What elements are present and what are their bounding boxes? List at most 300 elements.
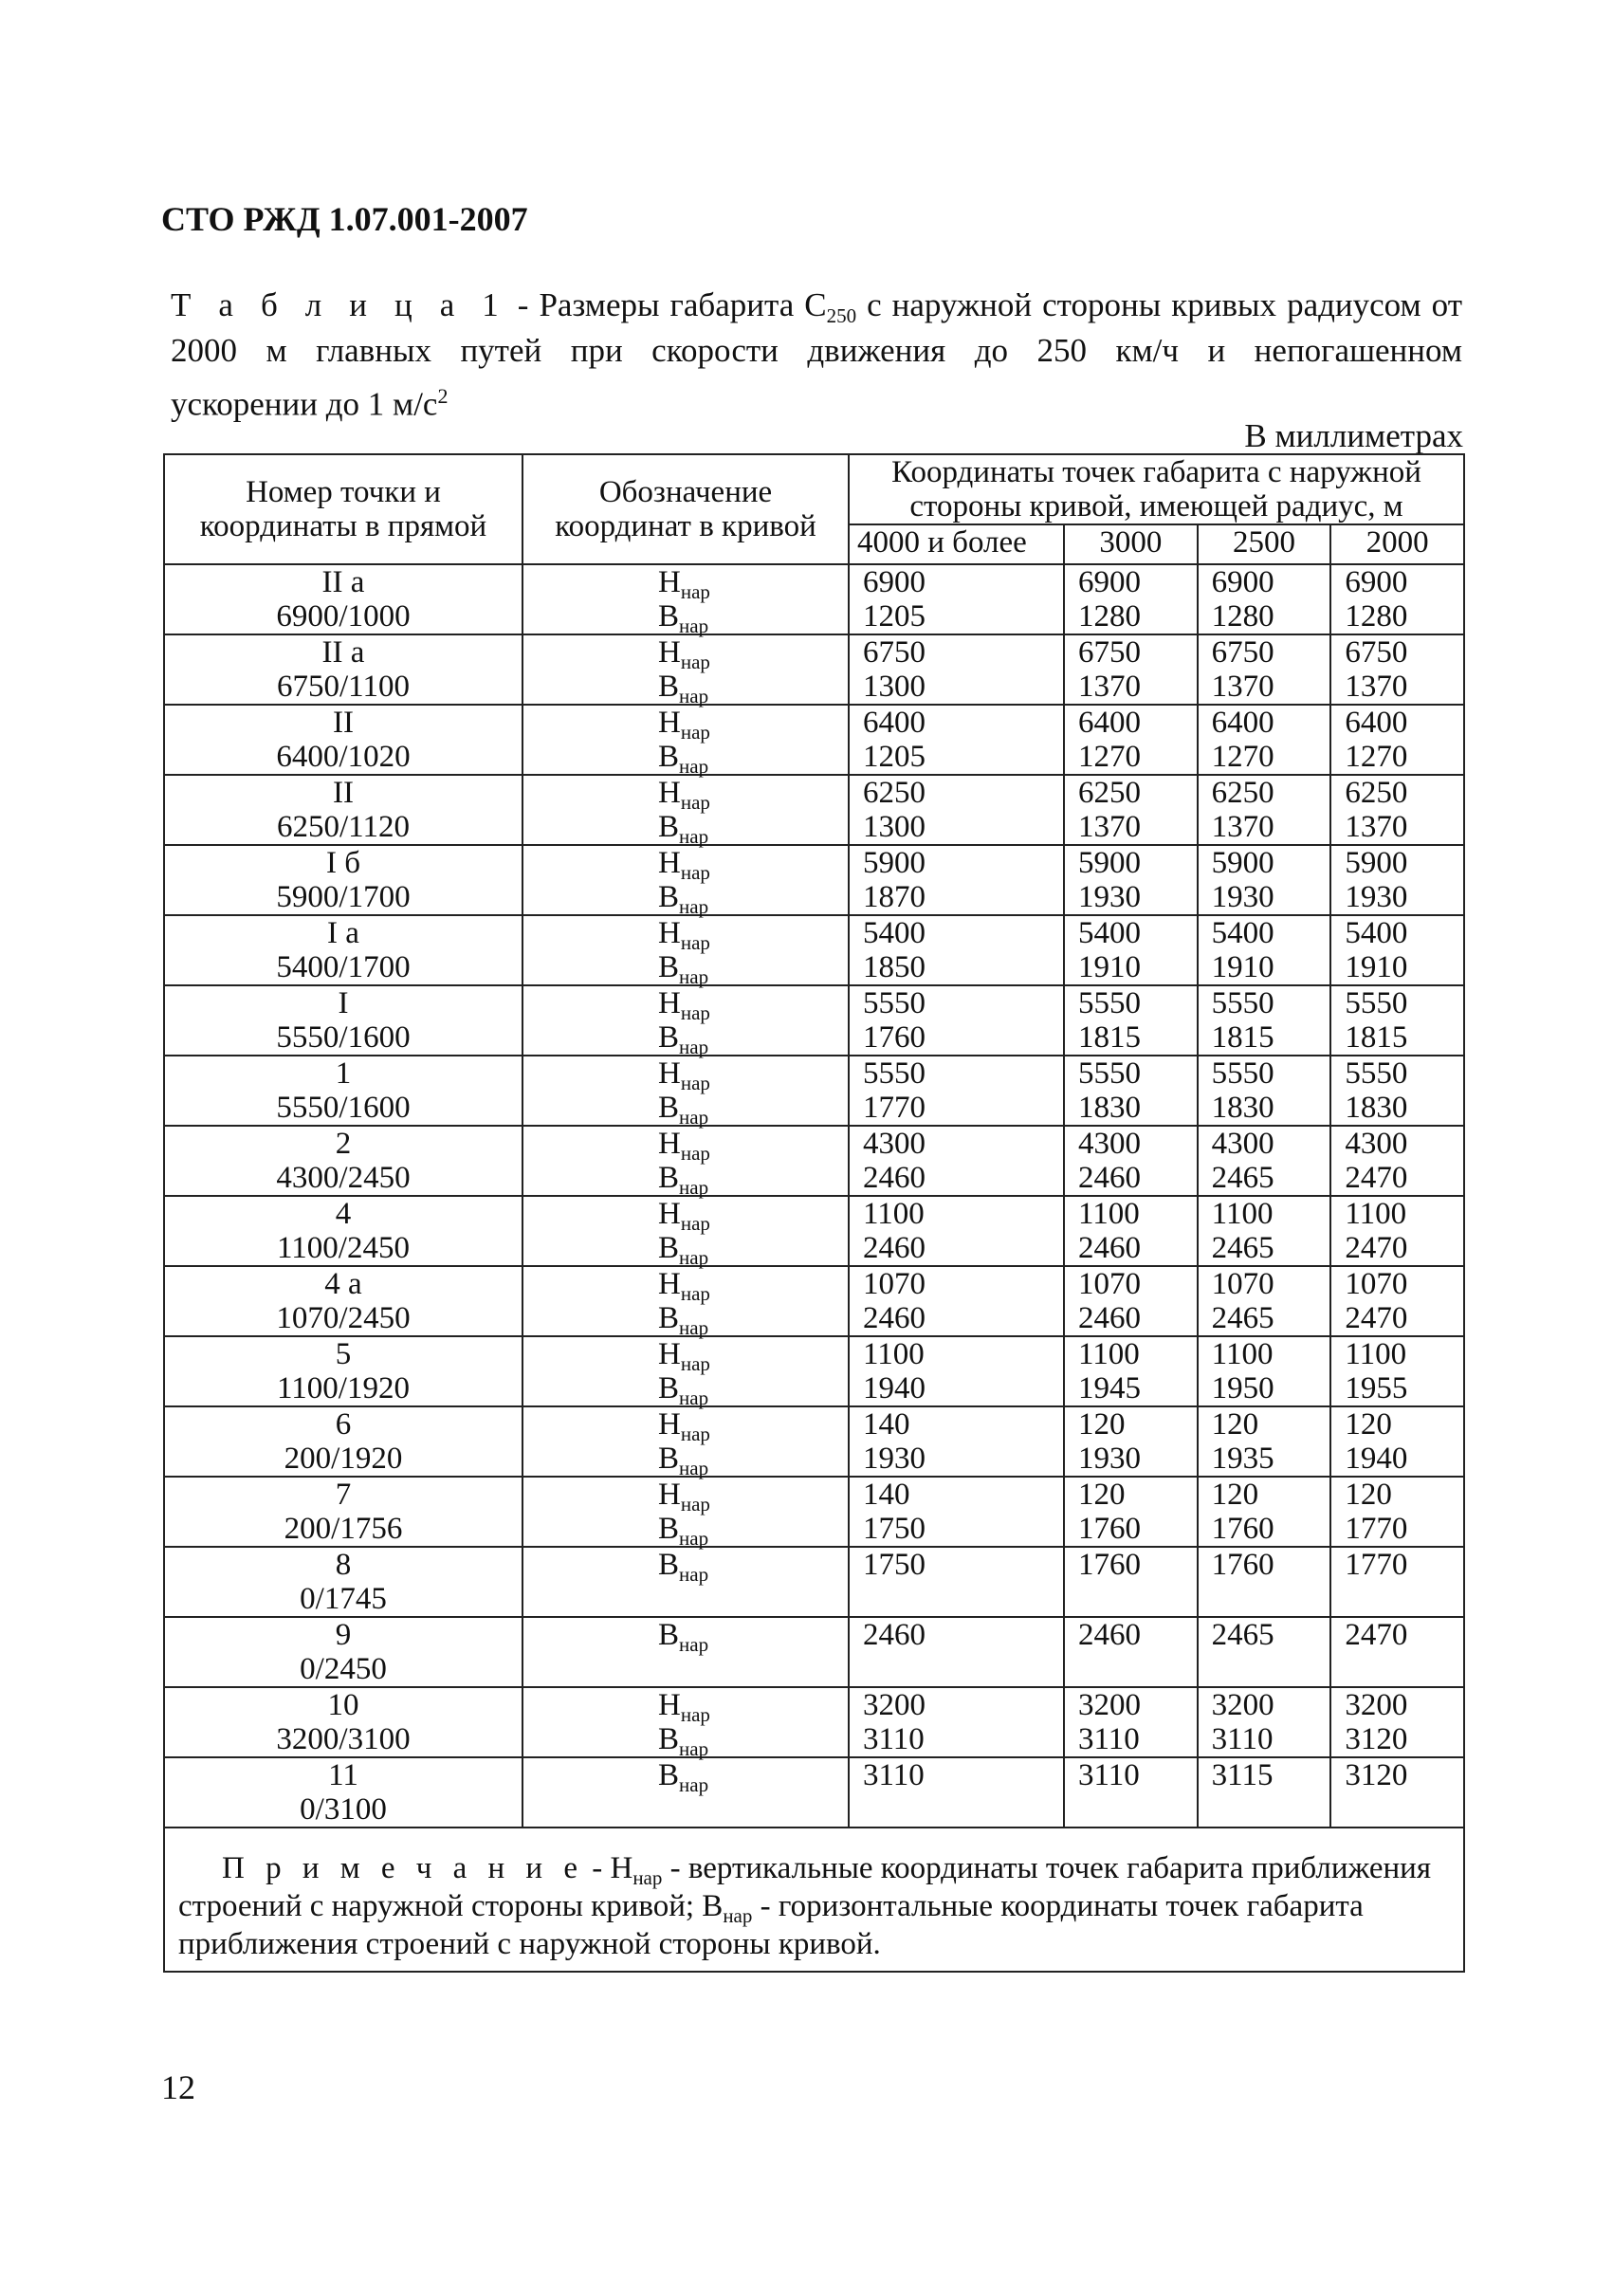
designation-b-sub: нар — [679, 1773, 709, 1796]
designation-h-letter: Н — [658, 565, 681, 599]
note-part-3: - горизонтальные координаты точек габарита приближения строений с наружной стороны кривой. — [178, 1889, 1364, 1961]
designation-b-letter: В — [658, 740, 680, 774]
h-value: 5550 — [863, 986, 926, 1020]
designation-b — [658, 740, 840, 778]
designation-b-letter: В — [658, 810, 680, 844]
value-cell — [1330, 985, 1464, 1056]
designation-cell — [522, 1266, 849, 1339]
designation-b — [658, 1371, 840, 1409]
b-value: 1770 — [1345, 1512, 1408, 1546]
b-value: 1280 — [1078, 599, 1142, 634]
b-value: 1750 — [863, 1512, 926, 1546]
designation-b-sub: нар — [679, 1737, 709, 1760]
caption-line-3-sup: 2 — [437, 384, 449, 408]
table-row — [164, 985, 1464, 1056]
point-number: 1 — [335, 1056, 352, 1091]
point-coords: 5550/1600 — [276, 1091, 411, 1125]
designation-b-letter: В — [658, 1442, 680, 1476]
point-number: 2 — [335, 1127, 352, 1161]
designation-b-sub: нар — [679, 1316, 709, 1339]
h-value: 6750 — [863, 635, 926, 670]
point-coords: 6900/1000 — [276, 599, 411, 634]
value-cell — [849, 1687, 1064, 1757]
h-value: 6900 — [1345, 565, 1408, 599]
point-number: 4 — [335, 1197, 352, 1231]
value-cell — [1064, 1406, 1198, 1477]
designation-b — [658, 599, 840, 637]
table-row — [164, 1406, 1464, 1477]
designation-h-sub: нар — [680, 1142, 710, 1165]
point-cell — [164, 845, 522, 915]
designation-cell — [522, 1547, 849, 1617]
h-value: 4300 — [863, 1127, 926, 1161]
point-number: II — [333, 776, 354, 810]
value-cell — [1064, 634, 1198, 705]
designation-cell — [522, 1406, 849, 1477]
header-point: Номер точки и координаты в прямой — [164, 454, 522, 564]
designation-cell — [522, 705, 849, 778]
b-value: 1750 — [863, 1548, 926, 1582]
point-coords: 200/1920 — [284, 1442, 403, 1476]
h-value: 1100 — [863, 1337, 925, 1371]
b-value: 1940 — [1345, 1442, 1408, 1476]
caption-label: Т а б л и ц а 1 — [171, 286, 507, 323]
value-cell — [1064, 1126, 1198, 1196]
designation-b-letter: В — [658, 950, 680, 984]
designation-b — [658, 1512, 840, 1550]
value-cell — [1198, 1477, 1331, 1547]
designation-b — [658, 1161, 840, 1199]
point-number: I — [338, 986, 349, 1020]
designation-b — [658, 670, 840, 707]
b-value: 1370 — [1345, 810, 1408, 844]
header-radius-2000: 2000 — [1330, 524, 1464, 564]
designation-b — [658, 1442, 840, 1479]
designation-cell — [522, 564, 849, 637]
value-cell — [1198, 1687, 1331, 1757]
point-cell — [164, 1547, 522, 1617]
dimensions-table — [163, 453, 1465, 1973]
b-value: 1815 — [1078, 1020, 1142, 1055]
point-cell — [164, 1617, 522, 1687]
point-number: 5 — [335, 1337, 352, 1371]
designation-h-letter: Н — [658, 776, 681, 810]
value-cell — [1064, 1056, 1198, 1126]
document-id: СТО РЖД 1.07.001-2007 — [161, 200, 528, 238]
value-cell — [1064, 845, 1198, 915]
b-value: 1940 — [863, 1371, 926, 1405]
designation-b-sub: нар — [679, 1633, 709, 1656]
designation-b-sub: нар — [679, 1387, 709, 1409]
table-row — [164, 1266, 1464, 1336]
h-value: 1100 — [863, 1197, 925, 1231]
caption-title-sub: 250 — [826, 304, 857, 327]
h-value: 1100 — [1078, 1337, 1140, 1371]
table-row — [164, 1056, 1464, 1126]
value-cell — [1064, 1477, 1198, 1547]
h-value: 5900 — [1345, 846, 1408, 880]
designation-b-letter: В — [658, 1020, 680, 1055]
b-value: 3110 — [1078, 1758, 1140, 1792]
designation-b-sub: нар — [679, 1106, 709, 1129]
h-value: 1100 — [1345, 1197, 1407, 1231]
designation-b-letter: В — [658, 1091, 680, 1125]
value-cell — [1330, 1196, 1464, 1266]
caption-title-part1: - Размеры габарита С — [506, 286, 827, 323]
table-row — [164, 845, 1464, 915]
b-value: 2460 — [863, 1618, 926, 1652]
value-cell — [1330, 1266, 1464, 1336]
b-value: 3110 — [863, 1758, 925, 1792]
designation-h-sub: нар — [680, 1072, 710, 1094]
header-radius-2500: 2500 — [1198, 524, 1331, 564]
b-value: 3120 — [1345, 1758, 1408, 1792]
designation-h-letter: Н — [658, 1407, 681, 1442]
point-coords: 5550/1600 — [276, 1020, 411, 1055]
caption-line-3-text: ускорении до 1 м/с — [171, 385, 438, 423]
b-value: 1910 — [1211, 950, 1274, 984]
b-value: 1300 — [863, 670, 926, 704]
designation-b-sub: нар — [679, 1563, 709, 1586]
value-cell — [1064, 1336, 1198, 1406]
point-coords: 6750/1100 — [277, 670, 410, 704]
note-part-2: - вертикальные координаты точек габарита приближения строений с наружной стороны кривой; В — [178, 1851, 1432, 1923]
value-cell — [849, 845, 1064, 915]
designation-h-sub: нар — [680, 651, 710, 673]
b-value: 2460 — [863, 1301, 926, 1335]
value-cell — [849, 705, 1064, 775]
b-value: 3120 — [1345, 1722, 1408, 1756]
point-coords: 0/3100 — [300, 1792, 387, 1827]
h-value: 5550 — [1345, 986, 1408, 1020]
value-cell — [1198, 1757, 1331, 1828]
b-value: 2460 — [863, 1161, 926, 1195]
point-cell — [164, 1477, 522, 1547]
value-cell — [1330, 915, 1464, 985]
b-value: 1930 — [1078, 880, 1142, 914]
b-value: 1935 — [1211, 1442, 1274, 1476]
value-cell — [1198, 1266, 1331, 1336]
b-value: 2470 — [1345, 1161, 1408, 1195]
h-value: 120 — [1345, 1407, 1392, 1442]
note-label: П р и м е ч а н и е — [222, 1851, 584, 1885]
value-cell — [1330, 1617, 1464, 1687]
h-value: 5550 — [1078, 1056, 1142, 1091]
b-value: 2460 — [1078, 1618, 1142, 1652]
header-row-1 — [164, 454, 1464, 524]
designation-h — [658, 635, 840, 673]
point-cell — [164, 915, 522, 985]
designation-h — [658, 1197, 840, 1235]
designation-b — [658, 1091, 840, 1129]
h-value: 5400 — [1211, 916, 1274, 950]
header-radius-4000: 4000 и более — [849, 524, 1064, 564]
designation-h — [658, 706, 840, 744]
h-value: 1100 — [1345, 1337, 1407, 1371]
b-value: 1910 — [1078, 950, 1142, 984]
b-value: 2465 — [1211, 1161, 1274, 1195]
value-cell — [1198, 1056, 1331, 1126]
table-row — [164, 915, 1464, 985]
designation-b-sub: нар — [679, 965, 709, 988]
designation-b — [658, 1231, 840, 1269]
value-cell — [849, 634, 1064, 705]
value-cell — [1198, 1336, 1331, 1406]
point-cell — [164, 1757, 522, 1828]
designation-b-letter: В — [658, 1301, 680, 1335]
h-value: 6400 — [1345, 706, 1408, 740]
point-cell — [164, 1687, 522, 1757]
b-value: 1270 — [1345, 740, 1408, 774]
designation-b-sub: нар — [679, 1176, 709, 1199]
value-cell — [1198, 564, 1331, 634]
designation-h-sub: нар — [680, 1703, 710, 1726]
value-cell — [1064, 1196, 1198, 1266]
point-number: 6 — [335, 1407, 352, 1442]
designation-cell — [522, 1757, 849, 1828]
caption-title-part2: с наружной стороны кривых радиусом от — [856, 286, 1463, 323]
b-value: 2465 — [1211, 1231, 1274, 1265]
value-cell — [1330, 634, 1464, 705]
h-value: 6250 — [1211, 776, 1274, 810]
value-cell — [1330, 1547, 1464, 1617]
point-coords: 4300/2450 — [276, 1161, 411, 1195]
value-cell — [1330, 705, 1464, 775]
value-cell — [1330, 775, 1464, 845]
point-number: 11 — [328, 1758, 358, 1792]
value-cell — [849, 985, 1064, 1056]
designation-b-letter: В — [658, 1231, 680, 1265]
designation-cell — [522, 1056, 849, 1129]
h-value: 3200 — [1078, 1688, 1142, 1722]
designation-h — [658, 986, 840, 1024]
b-value: 1370 — [1211, 810, 1274, 844]
h-value: 4300 — [1211, 1127, 1274, 1161]
table-caption — [171, 283, 1462, 428]
value-cell — [849, 1126, 1064, 1196]
point-coords: 1070/2450 — [276, 1301, 411, 1335]
b-value: 2470 — [1345, 1301, 1408, 1335]
b-value: 1370 — [1211, 670, 1274, 704]
h-value: 5550 — [1078, 986, 1142, 1020]
designation-cell — [522, 1617, 849, 1687]
h-value: 6900 — [1078, 565, 1142, 599]
point-cell — [164, 1336, 522, 1406]
table-row — [164, 1477, 1464, 1547]
point-coords: 6250/1120 — [277, 810, 410, 844]
designation-b-sub: нар — [679, 615, 709, 637]
designation-h-sub: нар — [680, 1493, 710, 1515]
value-cell — [849, 1266, 1064, 1336]
b-value: 1370 — [1078, 670, 1142, 704]
table-row — [164, 1687, 1464, 1757]
designation-h-sub: нар — [680, 1423, 710, 1445]
designation-b-sub: нар — [679, 825, 709, 848]
value-cell — [849, 1617, 1064, 1687]
designation-b-sub: нар — [679, 1457, 709, 1479]
designation-cell — [522, 985, 849, 1056]
b-value: 3110 — [1211, 1722, 1274, 1756]
b-value: 1930 — [1211, 880, 1274, 914]
h-value: 6750 — [1345, 635, 1408, 670]
h-value: 3200 — [1211, 1688, 1274, 1722]
designation-b-letter: В — [658, 1722, 680, 1756]
designation-h-letter: Н — [658, 986, 681, 1020]
b-value: 1830 — [1345, 1091, 1408, 1125]
h-value: 120 — [1211, 1478, 1259, 1512]
point-number: 10 — [327, 1688, 359, 1722]
designation-h — [658, 916, 840, 954]
b-value: 1205 — [863, 740, 926, 774]
point-number: I б — [325, 846, 361, 880]
b-value: 2460 — [1078, 1301, 1142, 1335]
point-number: II а — [321, 565, 365, 599]
table-body — [164, 564, 1464, 1828]
designation-h-letter: Н — [658, 1197, 681, 1231]
designation-b-letter: В — [658, 1371, 680, 1405]
designation-h-letter: Н — [658, 916, 681, 950]
b-value: 1955 — [1345, 1371, 1408, 1405]
b-value: 3115 — [1211, 1758, 1274, 1792]
b-value: 1770 — [863, 1091, 926, 1125]
designation-b — [658, 1618, 840, 1656]
designation-cell — [522, 915, 849, 988]
table-note — [164, 1828, 1464, 1972]
h-value: 1070 — [1211, 1267, 1274, 1301]
point-coords: 5400/1700 — [276, 950, 411, 984]
h-value: 6900 — [1211, 565, 1274, 599]
value-cell — [1198, 1406, 1331, 1477]
designation-b-letter: В — [658, 670, 680, 704]
point-cell — [164, 1266, 522, 1336]
b-value: 2465 — [1211, 1301, 1274, 1335]
point-cell — [164, 1406, 522, 1477]
b-value: 1950 — [1211, 1371, 1274, 1405]
designation-h-sub: нар — [680, 580, 710, 603]
designation-cell — [522, 775, 849, 848]
b-value: 2470 — [1345, 1618, 1408, 1652]
value-cell — [1198, 915, 1331, 985]
h-value: 3200 — [1345, 1688, 1408, 1722]
value-cell — [849, 1056, 1064, 1126]
note-part-1: - Н — [583, 1851, 633, 1885]
designation-b — [658, 1301, 840, 1339]
designation-h — [658, 1337, 840, 1375]
value-cell — [1064, 1617, 1198, 1687]
page-number: 12 — [161, 2068, 195, 2106]
point-cell — [164, 1056, 522, 1126]
b-value: 1205 — [863, 599, 926, 634]
value-cell — [1330, 1757, 1464, 1828]
units-label: В миллиметрах — [1244, 417, 1463, 454]
value-cell — [1064, 775, 1198, 845]
b-value: 1760 — [1078, 1548, 1142, 1582]
h-value: 6250 — [1078, 776, 1142, 810]
designation-b — [658, 1020, 840, 1058]
h-value: 5550 — [1345, 1056, 1408, 1091]
b-value: 1370 — [1078, 810, 1142, 844]
h-value: 6400 — [863, 706, 926, 740]
value-cell — [1198, 1196, 1331, 1266]
designation-cell — [522, 1477, 849, 1550]
h-value: 5900 — [1078, 846, 1142, 880]
b-value: 1760 — [1211, 1512, 1274, 1546]
value-cell — [1198, 1547, 1331, 1617]
designation-h — [658, 776, 840, 814]
b-value: 1910 — [1345, 950, 1408, 984]
designation-h — [658, 1478, 840, 1515]
value-cell — [849, 1547, 1064, 1617]
h-value: 1070 — [863, 1267, 926, 1301]
b-value: 1280 — [1345, 599, 1408, 634]
point-number: 9 — [335, 1618, 352, 1652]
point-number: I а — [327, 916, 359, 950]
value-cell — [1330, 1056, 1464, 1126]
b-value: 1850 — [863, 950, 926, 984]
designation-b — [658, 1722, 840, 1760]
b-value: 1760 — [1078, 1512, 1142, 1546]
value-cell — [849, 915, 1064, 985]
designation-h-letter: Н — [658, 846, 681, 880]
h-value: 140 — [863, 1478, 910, 1512]
value-cell — [1198, 775, 1331, 845]
designation-h — [658, 1056, 840, 1094]
designation-cell — [522, 634, 849, 705]
b-value: 1930 — [1345, 880, 1408, 914]
point-cell — [164, 775, 522, 845]
value-cell — [849, 1477, 1064, 1547]
point-coords: 1100/2450 — [277, 1231, 410, 1265]
designation-b-sub: нар — [679, 1246, 709, 1269]
designation-h — [658, 565, 840, 603]
designation-b-letter: В — [658, 1618, 680, 1652]
value-cell — [1330, 1126, 1464, 1196]
designation-h-sub: нар — [680, 861, 710, 884]
point-coords: 0/2450 — [300, 1652, 387, 1686]
value-cell — [1064, 915, 1198, 985]
value-cell — [1198, 1617, 1331, 1687]
value-cell — [1198, 634, 1331, 705]
designation-h-sub: нар — [680, 791, 710, 814]
value-cell — [849, 1196, 1064, 1266]
h-value: 120 — [1078, 1407, 1126, 1442]
point-coords: 6400/1020 — [276, 740, 411, 774]
h-value: 6250 — [1345, 776, 1408, 810]
h-value: 5400 — [1345, 916, 1408, 950]
table-row — [164, 1547, 1464, 1617]
designation-b-letter: В — [658, 599, 680, 634]
header-designation: Обозначение координат в кривой — [522, 454, 849, 564]
designation-cell — [522, 1126, 849, 1199]
designation-h-letter: Н — [658, 1056, 681, 1091]
designation-h-sub: нар — [680, 721, 710, 744]
designation-h — [658, 846, 840, 884]
designation-h — [658, 1267, 840, 1305]
designation-h — [658, 1688, 840, 1726]
designation-b-letter: В — [658, 1512, 680, 1546]
h-value: 4300 — [1345, 1127, 1408, 1161]
table-row — [164, 634, 1464, 705]
designation-b-letter: В — [658, 1758, 680, 1792]
h-value: 6400 — [1211, 706, 1274, 740]
b-value: 1930 — [1078, 1442, 1142, 1476]
table-row — [164, 1196, 1464, 1266]
designation-h-sub: нар — [680, 1212, 710, 1235]
point-coords: 200/1756 — [284, 1512, 403, 1546]
b-value: 2460 — [1078, 1231, 1142, 1265]
b-value: 1770 — [1345, 1548, 1408, 1582]
value-cell — [1330, 1406, 1464, 1477]
